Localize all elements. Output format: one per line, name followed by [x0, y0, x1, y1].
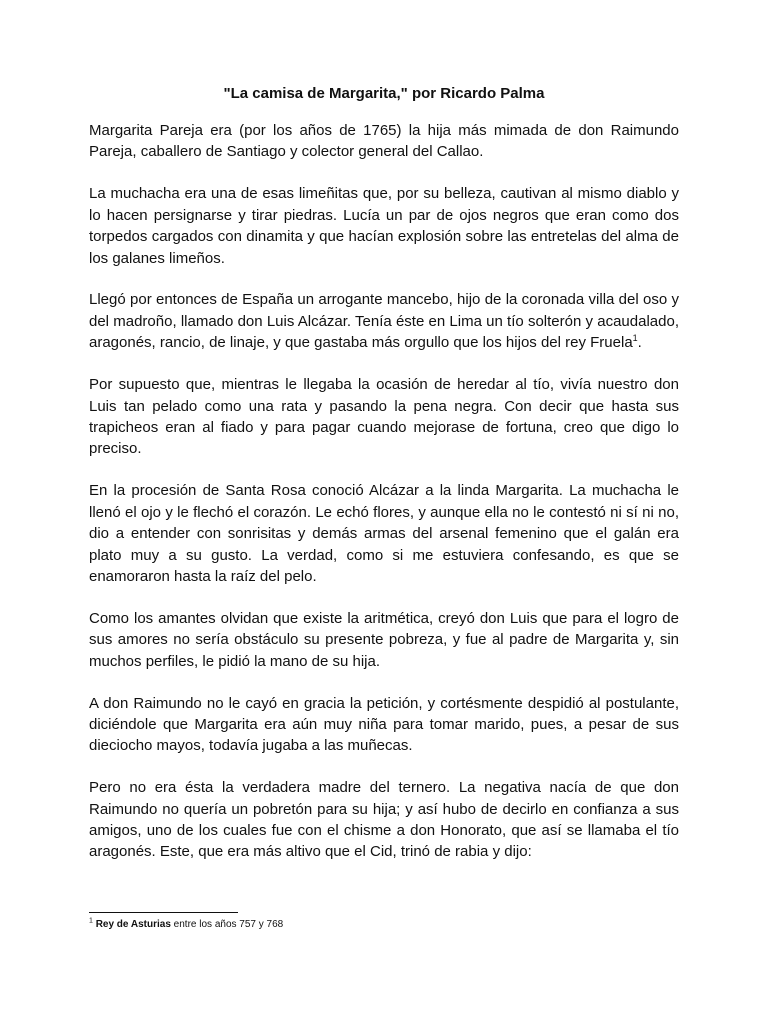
- footnote-term: Rey de Asturias: [95, 919, 171, 930]
- paragraph: En la procesión de Santa Rosa conoció Alcázar a la linda Margarita. La muchacha le llenó el ojo y le flechó el corazón. Le echó flores, y aunque ella no le contestó ni sí ni no, dio a entender con sonrisitas y demás armas del arsenal femenino que el galán era plato muy a su gusto. La verdad, como si me estuviera confesando, es que se enamoraron hasta la raíz del pelo.: [89, 482, 679, 585]
- paragraph: La muchacha era una de esas limeñitas que, por su belleza, cautivan al mismo diablo y lo hacen persignarse y tirar piedras. Lucía un par de ojos negros que eran como dos torpedos cargados con dinamita y que hacían explosión sobre las entretelas del alma de los galanes limeños.: [89, 185, 679, 267]
- footnote-reference[interactable]: 1: [632, 333, 638, 344]
- paragraph: Por supuesto que, mientras le llegaba la ocasión de heredar al tío, vivía nuestro don Luis tan pelado como una rata y pasando la pena negra. Con decir que hasta sus trapicheos eran al fiado y para pagar cuando mejorase de fortuna, creo que digo lo preciso.: [89, 376, 679, 458]
- document-page: [89, 84, 679, 883]
- footnote-mark: 1: [89, 917, 93, 925]
- paragraph: Pero no era ésta la verdadera madre del ternero. La negativa nacía de que don Raimundo no quería un pobretón para su hija; y así hubo de decirlo en confianza a sus amigos, uno de los cuales fue con el chisme a don Honorato, que así se llamaba el tío aragonés. Este, que era más altivo que el Cid, trinó de rabia y dijo:: [89, 779, 679, 861]
- document-title: "La camisa de Margarita," por Ricardo Palma: [223, 85, 545, 102]
- paragraph: A don Raimundo no le cayó en gracia la petición, y cortésmente despidió al postulante, diciéndole que Margarita era aún muy niña para tomar marido, pues, a pesar de sus dieciocho mayos, todavía jugaba a las muñecas.: [89, 694, 679, 755]
- paragraph-tail: .: [637, 334, 642, 352]
- footnote: [89, 918, 283, 931]
- footnote-text: entre los años 757 y 768: [170, 919, 284, 930]
- paragraph-with-footnote: [89, 289, 679, 353]
- paragraph: Margarita Pareja era (por los años de 1765) la hija más mimada de don Raimundo Pareja, caballero de Santiago y colector general del Callao.: [89, 122, 679, 161]
- paragraph: Como los amantes olvidan que existe la aritmética, creyó don Luis que para el logro de sus amores no sería obstáculo su presente pobreza, y fue al padre de Margarita y, sin muchos perfiles, le pidió la mano de su hija.: [89, 609, 679, 670]
- footnote-separator: [89, 912, 238, 913]
- paragraph-text: Llegó por entonces de España un arrogante mancebo, hijo de la coronada villa del oso y del madroño, llamado don Luis Alcázar. Tenía éste en Lima un tío solterón y acaudalado, aragonés, rancio, de linaje, y que gastaba más orgullo que los hijos del rey Fruela: [89, 291, 679, 352]
